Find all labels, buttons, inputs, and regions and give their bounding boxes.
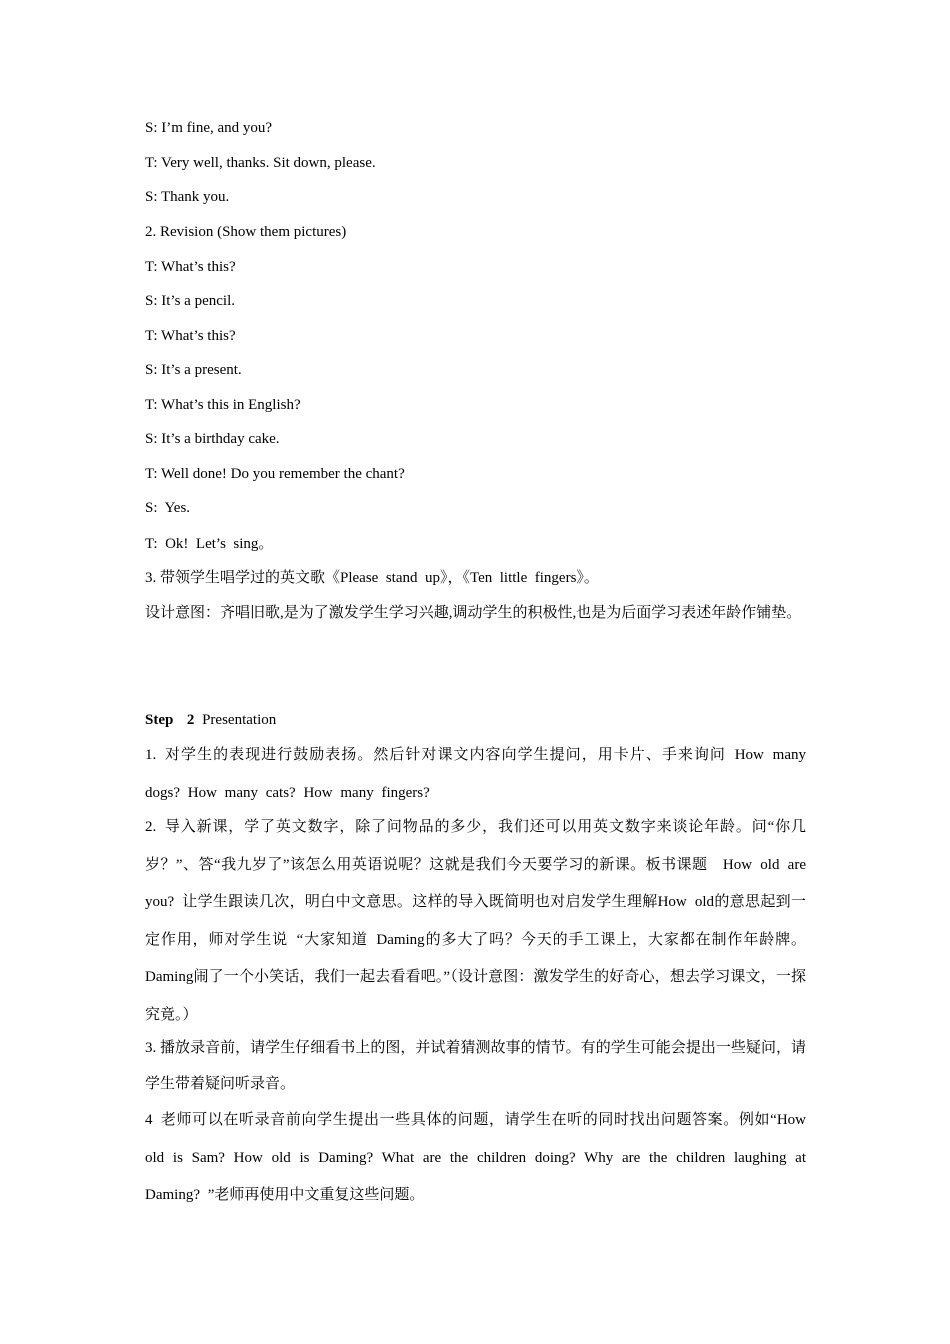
presentation-paragraph-2: 2. 导入新课，学了英文数字，除了问物品的多少，我们还可以用英文数字来谈论年龄。问“你几岁？”、答“我九岁了”该怎么用英语说呢？这就是我们今天要学习的新课。板书课题 How old are you? 让学生跟读几次，明白中文意思。这样的导入既简明也对启发学生理解How old的意思起到一定作用，师对学生说 “大家知道 Daming的多大了吗？今天的手工课上，大家都在制作年龄牌。Daming闹了一个小笑话，我们一起去看看吧。”（设计意图：激发学生的好奇心，想去学习课文，一探究竟。） [145,819,806,1023]
dialogue-line: S: It’s a present. [145,362,242,378]
dialogue-line: S: I’m fine, and you? [145,120,273,136]
dialogue-line: S: Thank you. [145,189,230,205]
design-intent-paragraph: 设计意图：齐唱旧歌,是为了激发学生学习兴趣,调动学生的积极性,也是为后面学习表述年龄作铺垫。 [145,605,802,621]
dialogue-line: T: Well done! Do you remember the chant? [145,466,405,482]
step-title: Presentation [202,712,277,728]
dialogue-line: T: Very well, thanks. Sit down, please. [145,155,376,171]
dialogue-line: S: It’s a pencil. [145,293,235,309]
dialogue-line: T: What’s this? [145,259,236,275]
dialogue-line: T: What’s this? [145,328,236,344]
presentation-paragraph-3: 3. 播放录音前，请学生仔细看书上的图，并试着猜测故事的情节。有的学生可能会提出一些疑问，请学生带着疑问听录音。 [145,1040,806,1092]
song-instruction: 3. 带领学生唱学过的英文歌《Please stand up》，《Ten little fingers》。 [145,570,599,586]
step-heading [145,710,276,730]
presentation-paragraph-4: 4 老师可以在听录音前向学生提出一些具体的问题，请学生在听的同时找出问题答案。例如“How old is Sam? How old is Daming? What are the children doing? Why are the children laughing at Daming? ”老师再使用中文重复这些问题。 [145,1112,806,1203]
dialogue-line: S: Yes. [145,500,191,516]
dialogue-line: T: What’s this in English? [145,397,301,413]
presentation-paragraph-1: 1. 对学生的表现进行鼓励表扬。然后针对课文内容向学生提问，用卡片、手来询问 How many dogs? How many cats? How many fingers? [145,747,806,801]
dialogue-line: T: Ok! Let’s sing。 [145,536,274,552]
dialogue-line: S: It’s a birthday cake. [145,431,280,447]
step-label: Step 2 [145,712,195,728]
revision-heading: 2. Revision (Show them pictures) [145,224,347,240]
